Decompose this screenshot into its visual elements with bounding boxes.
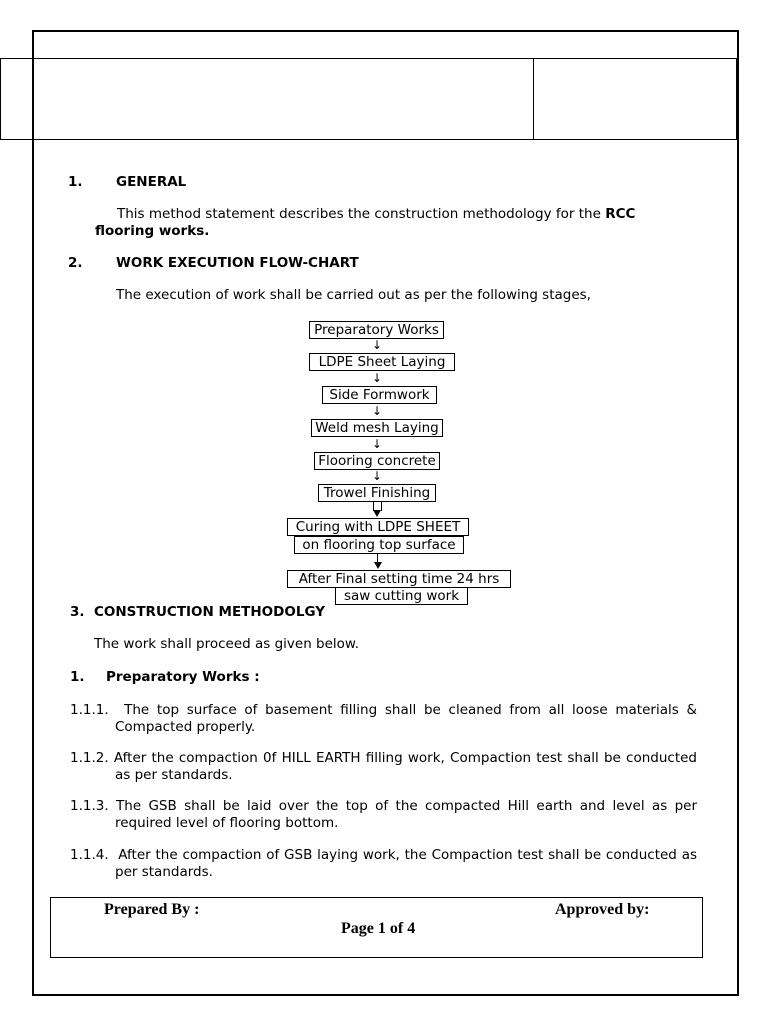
flow-arrow: ↓ <box>372 404 383 418</box>
section-2-intro: The execution of work shall be carried out as per the following stages, <box>116 287 591 303</box>
flow-arrow: ↓ <box>372 371 383 385</box>
section-1-title: GENERAL <box>116 174 187 190</box>
subsection-heading <box>70 669 260 685</box>
section-2-title: WORK EXECUTION FLOW-CHART <box>116 255 359 271</box>
flow-arrowhead <box>374 562 382 569</box>
flow-step-preparatory: Preparatory Works <box>309 321 444 339</box>
section-1-heading <box>68 174 186 190</box>
section-1-body <box>95 206 675 240</box>
item-text: After the compaction 0f HILL EARTH filling work, Compaction test shall be conducted as per standards. <box>113 750 697 783</box>
flow-step-trowel: Trowel Finishing <box>318 484 436 502</box>
flow-step-weldmesh: Weld mesh Laying <box>311 419 443 437</box>
item-1-1-4 <box>70 847 697 881</box>
flow-step-formwork: Side Formwork <box>322 386 437 404</box>
item-number: 1.1.4. <box>70 847 109 863</box>
section-3-title: CONSTRUCTION METHODOLGY <box>93 604 326 620</box>
page-number: Page 1 of 4 <box>341 920 416 937</box>
subsection-number: 1. <box>70 669 85 685</box>
flow-arrow: ↓ <box>372 469 383 483</box>
section-3-number: 3. <box>70 604 85 620</box>
item-1-1-1 <box>70 702 697 736</box>
item-1-1-2 <box>70 750 697 784</box>
prepared-by-label: Prepared By : <box>104 901 200 918</box>
flow-step-final-line2: saw cutting work <box>335 587 468 605</box>
flow-arrowhead <box>373 510 381 517</box>
flow-step-curing-line1: Curing with LDPE SHEET <box>287 518 469 536</box>
flow-connector-right <box>381 501 382 511</box>
flow-step-concrete: Flooring concrete <box>314 452 440 470</box>
item-number: 1.1.2. <box>70 750 109 766</box>
section-3-intro: The work shall proceed as given below. <box>94 636 360 652</box>
item-number: 1.1.3. <box>70 798 109 814</box>
header-box <box>0 58 737 140</box>
section-2-number: 2. <box>68 255 83 271</box>
flow-arrow: ↓ <box>372 338 383 352</box>
section-1-number: 1. <box>68 174 83 190</box>
section-3-heading <box>70 604 325 620</box>
flow-step-final-line1: After Final setting time 24 hrs <box>287 570 511 588</box>
item-1-1-3 <box>70 798 697 832</box>
item-text: The top surface of basement filling shall be cleaned from all loose materials & Compacted properly. <box>115 702 697 735</box>
subsection-title: Preparatory Works : <box>106 669 260 685</box>
flow-step-ldpe: LDPE Sheet Laying <box>309 353 455 371</box>
approved-by-label: Approved by: <box>555 901 650 918</box>
item-text: After the compaction of GSB laying work, the Compaction test shall be conducted as per standards. <box>115 847 697 880</box>
flow-step-curing-line2: on flooring top surface <box>294 536 464 554</box>
item-number: 1.1.1. <box>70 702 109 718</box>
section-1-body-bold: RCC flooring works. <box>95 206 636 239</box>
header-divider <box>533 58 534 140</box>
section-1-body-text: This method statement describes the construction methodology for the <box>117 206 606 222</box>
flow-arrow: ↓ <box>372 437 383 451</box>
item-text: The GSB shall be laid over the top of the compacted Hill earth and level as per required level of flooring bottom. <box>115 798 697 831</box>
section-2-heading <box>68 255 359 271</box>
